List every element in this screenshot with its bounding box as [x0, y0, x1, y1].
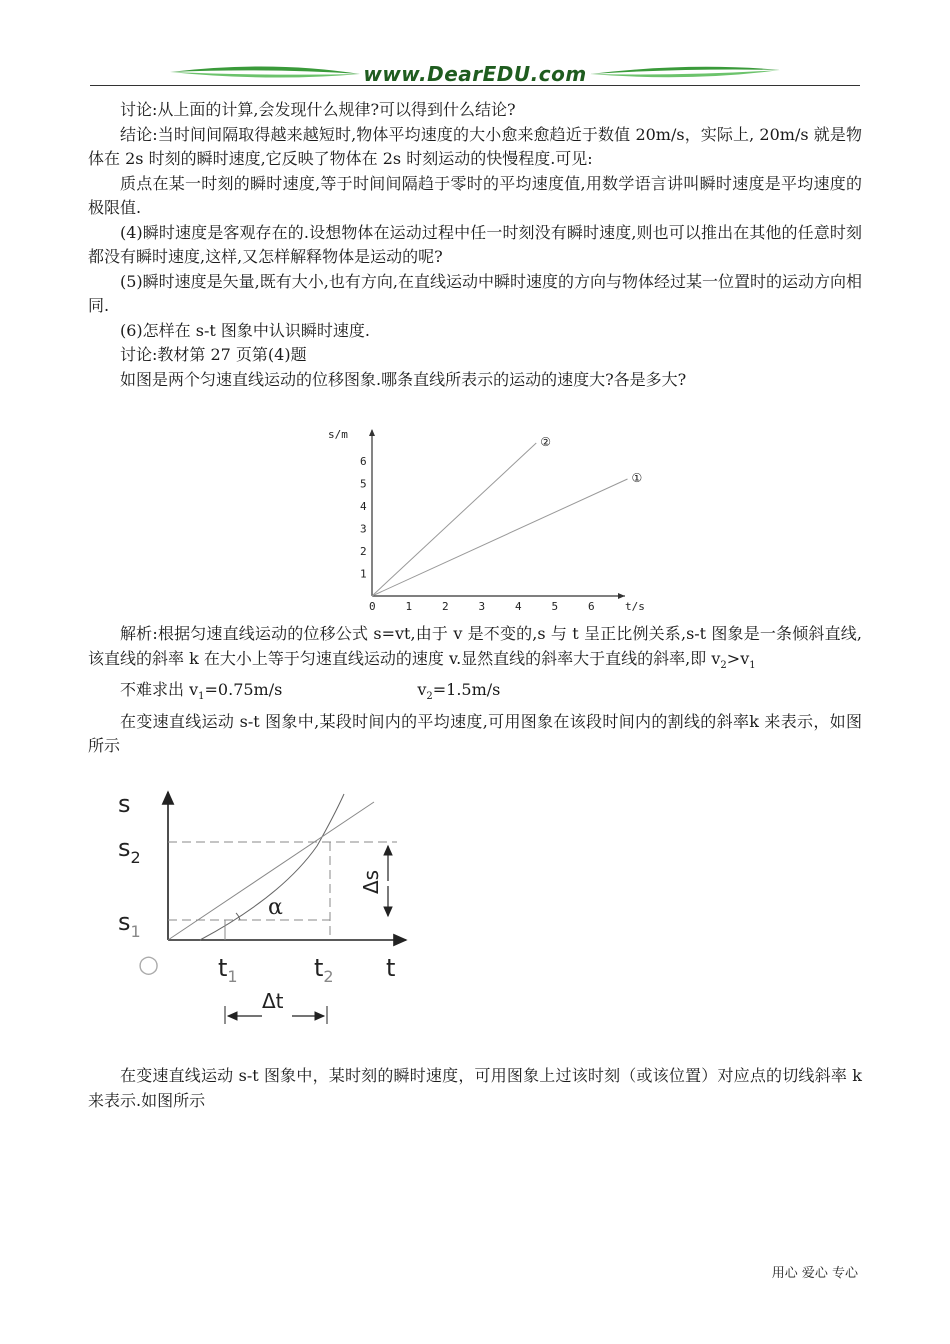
series-line-2 — [372, 443, 536, 596]
y-axis-arrow — [369, 429, 375, 436]
paragraph-point-5: (5)瞬时速度是矢量,既有大小,也有方向,在直线运动中瞬时速度的方向与物体经过某一位置时的运动方向相同. — [88, 271, 862, 315]
body-text — [88, 98, 862, 392]
paragraph-question: 如图是两个匀速直线运动的位移图象.哪条直线所表示的运动的速度大?各是多大? — [120, 369, 687, 389]
ineq-v2: $v_2$ — [711, 648, 727, 671]
alpha-label: α — [268, 895, 283, 920]
site-url: www.DearEDU.com — [363, 62, 587, 86]
tangent-block — [88, 1064, 862, 1113]
y-tick-label: 2 — [360, 545, 367, 558]
analysis-paragraph — [88, 622, 862, 678]
paragraph-conclusion: 结论:当时间间隔取得越来越短时,物体平均速度的大小愈来愈趋近于数值 20m/s，实际上, 20m/s 就是物体在 2s 时刻的瞬时速度,它反映了物体在 2s 时刻运动的快慢程度.可见: — [88, 124, 862, 168]
paragraph-secant: 在变速直线运动 s-t 图象中,某段时间内的平均速度,可用图象在该段时间内的割线的斜率k 来表示，如图所示 — [88, 711, 862, 756]
origin-label: ○ — [138, 950, 159, 978]
x-tick-label: 6 — [588, 600, 595, 613]
paragraph-point-4: (4)瞬时速度是客观存在的.设想物体在运动过程中任一时刻没有瞬时速度,则也可以推出在其他的任意时刻都没有瞬时速度,这样,又怎样解释物体是运动的呢? — [88, 222, 862, 266]
analysis-block — [88, 622, 862, 759]
x-tick-label: 3 — [478, 600, 486, 613]
paragraph-discussion-textbook: 讨论:教材第 27 页第(4)题 — [120, 345, 307, 364]
result-prefix: 不难求出 — [120, 680, 190, 700]
y-tick-label: 1 — [360, 567, 367, 581]
x-tick-label: 5 — [551, 600, 559, 613]
analysis-text: 解析:根据匀速直线运动的位移公式 s=vt,由于 v 是不变的,s 与 t 呈正比例关系,s-t 图象是一条倾斜直线,该直线的斜率 k 在大小上等于匀速直线运动的速度 v.显然直线的斜率大于直线的斜率,即 — [88, 624, 862, 668]
delta-s-label: Δs — [359, 869, 383, 894]
t-axis-label: t — [386, 954, 396, 982]
x-tick-label: 2 — [442, 600, 449, 613]
y-tick-label: 4 — [360, 500, 367, 513]
header-rule — [90, 85, 860, 86]
ineq-gt: > — [726, 648, 741, 668]
st-line-chart — [320, 420, 650, 620]
x-axis-arrow — [618, 593, 625, 599]
series-label-1: ① — [631, 471, 643, 485]
t2-label: $t_2$ — [314, 954, 334, 986]
chart-plot-area — [328, 428, 645, 613]
series-label-2: ② — [540, 435, 552, 449]
y-tick-label: 6 — [360, 455, 367, 468]
secant-slope-figure — [112, 786, 412, 1026]
result-line — [88, 678, 862, 710]
y-tick-label: 5 — [360, 477, 367, 491]
ineq-v1: $v_1$ — [740, 648, 756, 671]
page-footer: 用心 爱心 专心 — [771, 1266, 858, 1281]
series-line-1 — [372, 479, 628, 596]
s-axis-label: s — [118, 790, 131, 818]
x-tick-label: 0 — [369, 600, 376, 613]
t1-label: $t_1$ — [218, 954, 238, 986]
x-tick-label: 1 — [405, 600, 413, 613]
result-v1: $v_1=0.75m/s$ — [189, 680, 283, 703]
paragraph-tangent: 在变速直线运动 s-t 图象中，某时刻的瞬时速度，可用图象上过该时刻（或该位置）对应点的切线斜率 k 来表示.如图所示 — [88, 1066, 862, 1110]
paragraph-discussion: 讨论:从上面的计算,会发现什么规律?可以得到什么结论? — [120, 100, 516, 119]
page-header — [90, 60, 860, 90]
y-axis-label: s/m — [328, 428, 348, 441]
s1-label: $s_1$ — [118, 908, 141, 941]
result-v2: $v_2=1.5m/s$ — [417, 680, 501, 703]
y-tick-label: 3 — [360, 522, 367, 536]
delta-t-label: Δt — [262, 989, 284, 1013]
paragraph-point-6: (6)怎样在 s-t 图象中认识瞬时速度. — [120, 320, 370, 340]
x-axis-label: t/s — [625, 600, 645, 613]
paragraph-definition: 质点在某一时刻的瞬时速度,等于时间间隔趋于零时的平均速度值,用数学语言讲叫瞬时速度是平均速度的极限值. — [88, 173, 862, 217]
x-tick-label: 4 — [515, 600, 522, 613]
s2-label: $s_2$ — [118, 834, 141, 867]
